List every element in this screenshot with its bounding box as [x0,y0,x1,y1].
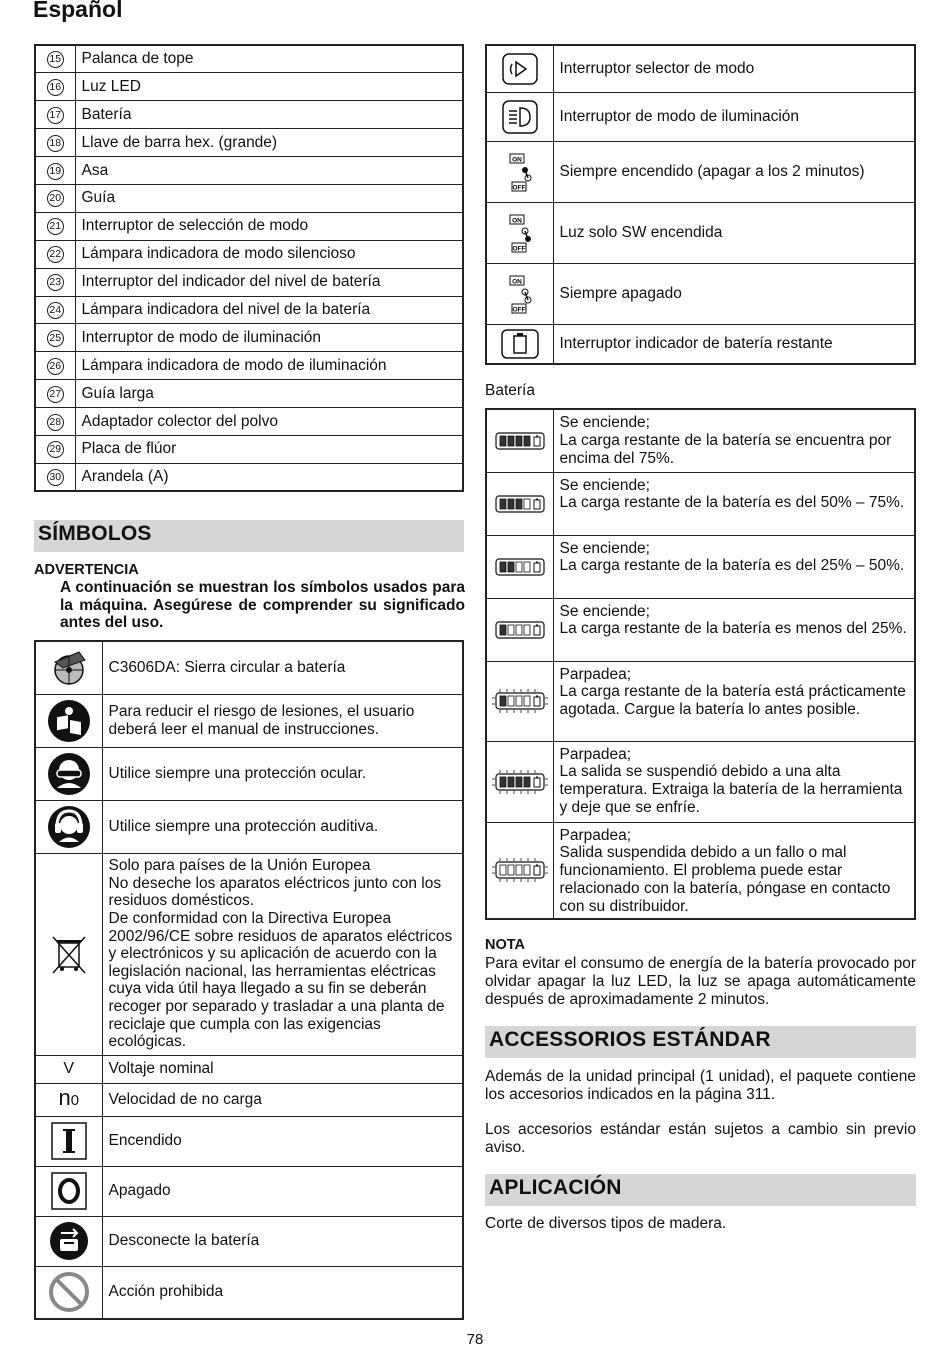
symbol-text: Desconecte la batería [102,1216,463,1266]
symbol-row [35,1055,463,1083]
accesorios-paragraph-1: Además de la unidad principal (1 unidad), el paquete contiene los accesorios indicados en la página 311. [485,1068,916,1103]
battery-desc [553,535,915,598]
disconnect-battery-icon [36,1221,102,1261]
part-label: Batería [75,101,463,129]
battery-text: La carga restante de la batería es menos del 25%. [559,620,907,638]
battery-row [486,472,915,535]
symbol-text: Apagado [102,1166,463,1216]
battery-level-icon [487,618,553,642]
parts-row [35,73,463,101]
symbol-text: Utilice siempre una protección auditiva. [102,800,463,853]
symbol-row [35,800,463,853]
battery-desc [553,741,915,822]
parts-row [35,45,463,73]
parts-row [35,324,463,352]
mode-selector-icon [487,53,553,85]
part-number: 29 [47,441,64,458]
parts-row [35,463,463,491]
parts-row [35,408,463,436]
symbol-row [35,1216,463,1266]
part-number: 21 [47,218,64,235]
mode-text: Siempre encendido (apagar a los 2 minutos) [553,141,915,202]
svg-text:ON: ON [511,278,522,285]
battery-indicator-icon [487,329,553,359]
battery-level-icon [487,429,553,453]
weee-line: No deseche los aparatos eléctricos junto con los residuos domésticos. [108,874,442,910]
parts-row [35,240,463,268]
power-off-icon [36,1172,102,1210]
battery-text: La carga restante de la batería es del 25% – 50%. [559,557,905,575]
part-number: 16 [47,79,64,96]
aplicacion-text: Corte de diversos tipos de madera. [485,1215,727,1232]
language-heading: Español [33,0,123,22]
symbol-text: Utilice siempre una protección ocular. [102,747,463,800]
symbols-table [34,640,464,1320]
battery-row [486,741,915,822]
part-label: Adaptador colector del polvo [75,408,463,436]
battery-row [486,661,915,741]
mode-row [486,45,915,92]
weee-bin-icon [36,933,102,975]
part-label: Guía larga [75,380,463,408]
on-off-switch-icon [486,141,553,202]
battery-table [485,408,916,920]
part-label: Arandela (A) [75,463,463,491]
part-number: 27 [47,386,64,403]
mode-text: Interruptor selector de modo [553,45,915,92]
part-label: Palanca de tope [75,45,463,73]
on-off-switch-icon [486,263,553,324]
part-label: Lámpara indicadora de modo silencioso [75,240,463,268]
battery-level-icon [487,555,553,579]
parts-row [35,380,463,408]
mode-text: Interruptor indicador de batería restante [553,324,915,364]
parts-row [35,157,463,185]
part-label: Interruptor del indicador del nivel de batería [75,268,463,296]
part-label: Guía [75,184,463,212]
on-off-switch-icon [486,202,553,263]
ear-protection-icon [36,805,102,849]
symbol-row [35,1083,463,1116]
eye-protection-icon [36,752,102,796]
parts-table [34,44,464,492]
symbol-row [35,747,463,800]
part-label: Interruptor de modo de iluminación [75,324,463,352]
mode-row [486,263,915,324]
battery-label: Batería [485,382,535,399]
part-label: Lámpara indicadora de modo de iluminación [75,352,463,380]
symbol-row [35,1116,463,1166]
part-number: 28 [47,414,64,431]
battery-state: Parpadea; [559,665,632,683]
accesorios-paragraph-2: Los accesorios estándar están sujetos a cambio sin previo aviso. [485,1121,916,1156]
part-number: 26 [47,358,64,375]
section-heading-accesorios: ACCESSORIOS ESTÁNDAR [485,1026,916,1058]
battery-row [486,822,915,919]
modes-table [485,44,916,365]
part-number: 18 [47,135,64,152]
svg-text:ON: ON [511,217,522,224]
battery-state: Parpadea; [559,745,632,763]
part-number: 23 [47,274,64,291]
warning-title: ADVERTENCIA [34,562,139,578]
battery-text: La carga restante de la batería es del 50% – 75%. [559,494,905,512]
svg-text:ON: ON [511,156,522,163]
battery-desc [553,822,915,919]
part-number: 24 [47,302,64,319]
section-heading-aplicacion: APLICACIÓN [485,1174,916,1206]
battery-row [486,409,915,472]
symbol-row [35,1266,463,1319]
battery-text: La carga restante de la batería se encuentra por encima del 75%. [559,431,892,467]
prohibited-icon [36,1271,102,1313]
battery-row [486,598,915,661]
symbol-text: Encendido [102,1116,463,1166]
battery-text: La salida se suspendió debido a una alta temperatura. Extraiga la batería de la herramienta y deje que se enfríe. [559,763,903,816]
battery-level-icon [487,858,553,882]
power-on-icon [36,1122,102,1160]
symbol-text: Velocidad de no carga [102,1083,463,1116]
part-label: Lámpara indicadora del nivel de la batería [75,296,463,324]
weee-text [102,853,463,1055]
symbol-row [35,853,463,1055]
part-label: Llave de barra hex. (grande) [75,129,463,157]
symbol-text: Voltaje nominal [102,1055,463,1083]
weee-line: Solo para países de la Unión Europea [108,857,371,875]
battery-desc [553,409,915,472]
symbol-row [35,694,463,747]
note-text: Para evitar el consumo de energía de la batería provocado por olvidar apagar la luz LED, la luz se apaga automáticamente después de aproximadamente 2 minutos. [485,955,916,1008]
parts-row [35,352,463,380]
parts-row [35,101,463,129]
mode-row [486,92,915,141]
part-number: 17 [47,107,64,124]
battery-text: La carga restante de la batería está prácticamente agotada. Cargue la batería lo antes posible. [559,683,906,719]
part-number: 19 [47,163,64,180]
light-mode-icon [487,100,553,134]
battery-desc [553,598,915,661]
battery-state: Se enciende; [559,414,650,431]
battery-level-icon [487,770,553,794]
battery-desc [553,661,915,741]
symbol-text: C3606DA: Sierra circular a batería [102,641,463,694]
warning-text: A continuación se muestran los símbolos usados para la máquina. Asegúrese de comprender su significado antes del uso. [60,579,465,631]
part-label: Asa [75,157,463,185]
mode-text: Interruptor de modo de iluminación [553,92,915,141]
parts-row [35,268,463,296]
battery-desc [553,472,915,535]
svg-text:OFF: OFF [512,184,526,191]
battery-level-icon [487,689,553,713]
parts-row [35,296,463,324]
part-label: Luz LED [75,73,463,101]
voltage-symbol: V [35,1055,102,1083]
part-number: 22 [47,246,64,263]
page-number: 78 [466,1331,484,1348]
battery-state: Se enciende; [559,602,650,620]
battery-text: Salida suspendida debido a un fallo o mal funcionamiento. El problema puede estar relacionado con la batería, póngase en contacto con su distribuidor. [559,844,891,915]
battery-row [486,535,915,598]
weee-line: De conformidad con la Directiva Europea 2002/96/CE sobre residuos de aparatos eléctricos y electrónicos y su aplicación de acuerdo con la legislación nacional, las herramientas eléctricas cuya vida útil haya llegado a su fin se deberán recoger por separado y trasladar a una planta de reciclaje que cumpla con las exigencias ecológicas. [108,910,453,1051]
svg-text:OFF: OFF [512,306,526,313]
battery-state: Se enciende; [559,476,650,494]
part-number: 25 [47,330,64,347]
symbol-text: Acción prohibida [102,1266,463,1319]
symbol-row [35,1166,463,1216]
parts-row [35,212,463,240]
parts-row [35,184,463,212]
circular-saw-icon [36,648,102,688]
parts-row [35,435,463,463]
read-manual-icon [36,699,102,743]
mode-row [486,202,915,263]
no-load-speed-symbol: n0 [35,1083,102,1116]
symbol-row [35,641,463,694]
mode-row [486,324,915,364]
section-heading-simbolos: SÍMBOLOS [34,520,464,552]
mode-text: Siempre apagado [553,263,915,324]
svg-text:OFF: OFF [512,245,526,252]
battery-state: Se enciende; [559,539,650,557]
battery-level-icon [487,492,553,516]
symbol-text: Para reducir el riesgo de lesiones, el usuario deberá leer el manual de instrucciones. [102,694,463,747]
note-title: NOTA [485,937,526,953]
mode-text: Luz solo SW encendida [553,202,915,263]
part-number: 30 [47,469,64,486]
part-number: 15 [47,51,64,68]
parts-row [35,129,463,157]
mode-row [486,141,915,202]
part-label: Placa de flúor [75,435,463,463]
part-label: Interruptor de selección de modo [75,212,463,240]
battery-state: Parpadea; [559,826,632,844]
part-number: 20 [47,190,64,207]
